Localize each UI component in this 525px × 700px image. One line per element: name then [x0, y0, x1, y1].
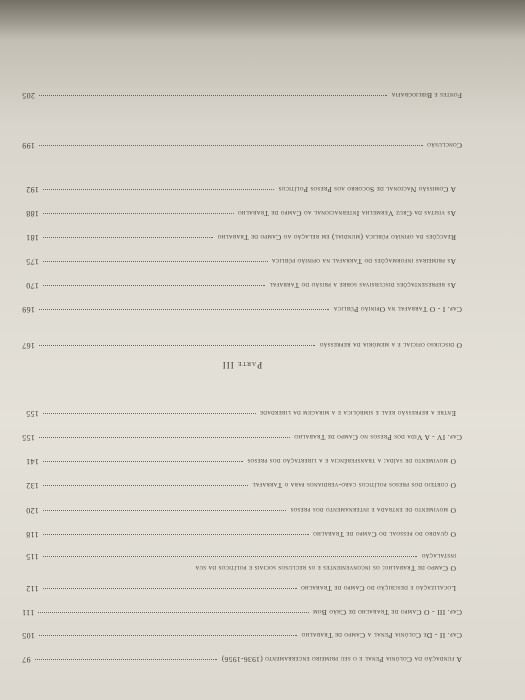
- toc-entry: Fontes e Bibliografia 205: [22, 91, 462, 100]
- book-page: [22, 20, 500, 680]
- toc-entry: O movimento de saída: a transferência e a libertação dos presos 141: [26, 457, 456, 466]
- toc-entry: A fundação da Colónia Penal e o seu primeiro encerramento (1936-1956) 97: [22, 655, 462, 664]
- toc-entry: Localização e descrição do Campo de Trabalho 112: [26, 584, 456, 593]
- toc-entry: Conclusão 199: [22, 141, 462, 150]
- toc-entry: Cap. IV - A Vida dos Presos no Campo de Trabalho 155: [22, 433, 462, 442]
- toc-entry: As representações discursivas sobre a prisão do Tarrafal 170: [26, 281, 456, 290]
- toc-entry: As primeiras informações do Tarrafal na opinião pública 175: [26, 257, 456, 266]
- toc-entry: instalação 115: [26, 552, 456, 561]
- toc-entry: O Campo de Trabalho: os inconvenientes e os reclusos sociais e políticos da sua: [195, 564, 456, 573]
- part-title: Parte III: [221, 360, 263, 370]
- toc-entry: Entre a repressão real e simbólica e a miragem da liberdade 155: [26, 409, 456, 418]
- toc-entry: O quadro do pessoal do Campo de Trabalho 118: [26, 530, 456, 539]
- toc-entry: As visitas da Cruz Vermelha Internacional ao Campo de Trabalho 188: [26, 209, 456, 218]
- toc-entry: Cap. I - O Tarrafal na Opinião Pública 169: [22, 305, 462, 314]
- toc-entry: O discurso oficial e a memória da repressão 167: [22, 341, 462, 350]
- toc-entry: O movimento de entrada e internamento dos presos 120: [26, 506, 456, 515]
- toc-entry: A Comissão Nacional de Socorro aos Presos Políticos 192: [26, 185, 456, 194]
- toc-entry: Reacções da opinião pública (mundial) em relação ao Campo de Trabalho 181: [26, 233, 456, 242]
- toc-entry: O cortejo dos presos políticos cabo-verdianos para o Tarrafal 132: [26, 481, 456, 490]
- toc-entry: Cap. II - De Colónia Penal a Campo de Trabalho 105: [22, 631, 462, 640]
- toc-entry: Cap. III - O Campo de Trabalho de Chão Bom 111: [22, 608, 462, 617]
- upside-down-content: [22, 20, 500, 680]
